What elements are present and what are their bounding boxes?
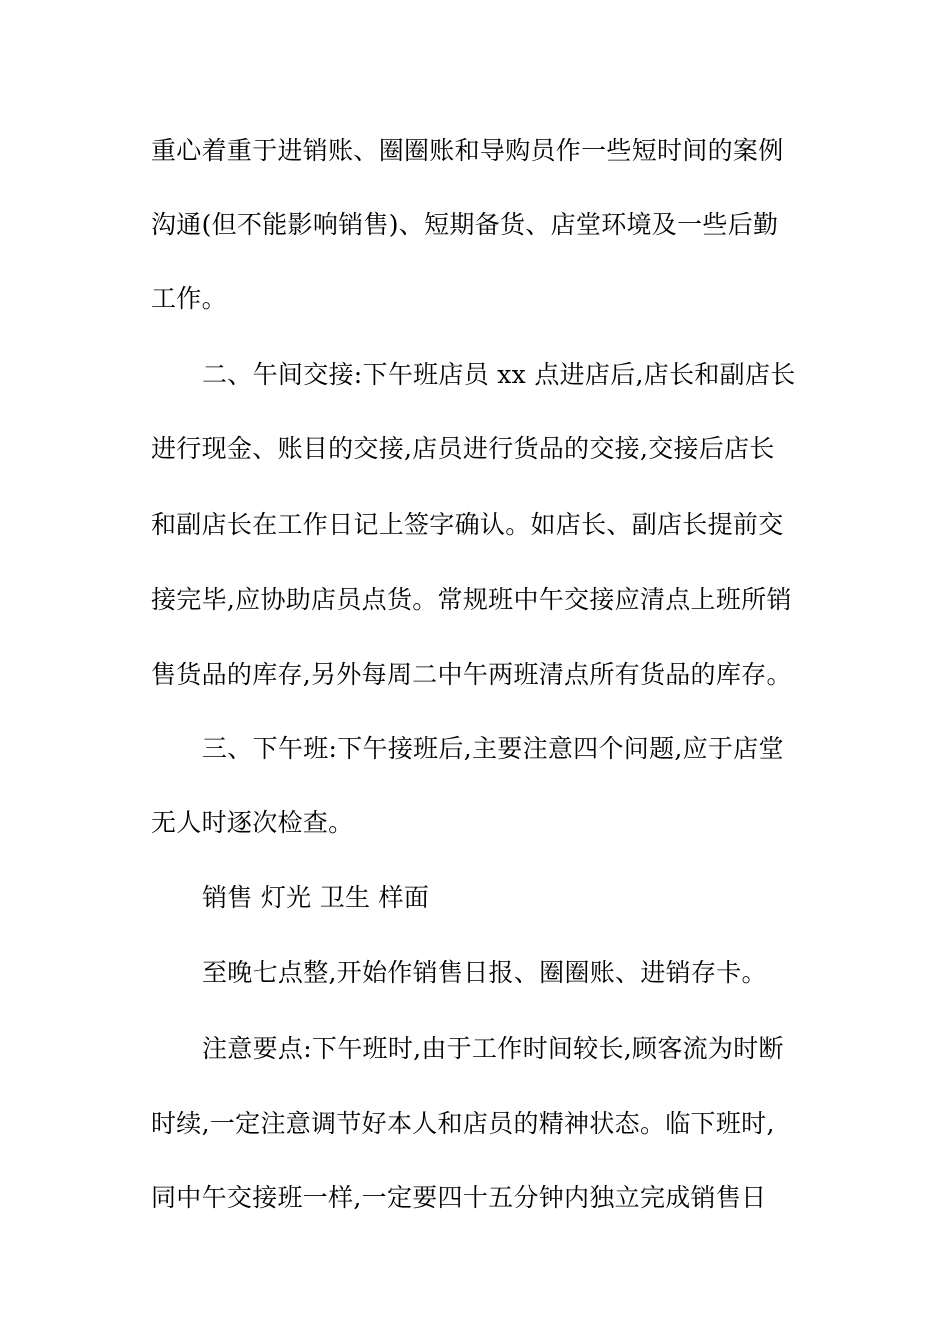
text-line: 售货品的库存,另外每周二中午两班清点所有货品的库存。 xyxy=(151,660,792,689)
text-line: 无人时逐次检查。 xyxy=(151,808,354,837)
text-line: 接完毕,应协助店员点货。常规班中午交接应清点上班所销 xyxy=(151,585,792,614)
checklist-line: 销售 灯光 卫生 样面 xyxy=(202,883,430,912)
paragraph-heading-line: 三、下午班:下午接班后,主要注意四个问题,应于店堂 xyxy=(202,734,784,763)
notes-heading-line: 注意要点:下午班时,由于工作时间较长,顾客流为时断 xyxy=(202,1034,784,1063)
text-line: 重心着重于进销账、圈圈账和导购员作一些短时间的案例 xyxy=(151,136,784,165)
text-line: 工作。 xyxy=(151,284,227,313)
text-line: 沟通(但不能影响销售)、短期备货、店堂环境及一些后勤 xyxy=(151,210,779,239)
text-line: 进行现金、账目的交接,店员进行货品的交接,交接后店长 xyxy=(151,434,775,463)
text-line: 同中午交接班一样,一定要四十五分钟内独立完成销售日 xyxy=(151,1183,767,1212)
text-line: 和副店长在工作日记上签字确认。如店长、副店长提前交 xyxy=(151,510,784,539)
text-line: 至晚七点整,开始作销售日报、圈圈账、进销存卡。 xyxy=(202,958,767,987)
paragraph-heading-line: 二、午间交接:下午班店员 xx 点进店后,店长和副店长 xyxy=(202,360,796,389)
text-line: 时续,一定注意调节好本人和店员的精神状态。临下班时, xyxy=(151,1109,775,1138)
